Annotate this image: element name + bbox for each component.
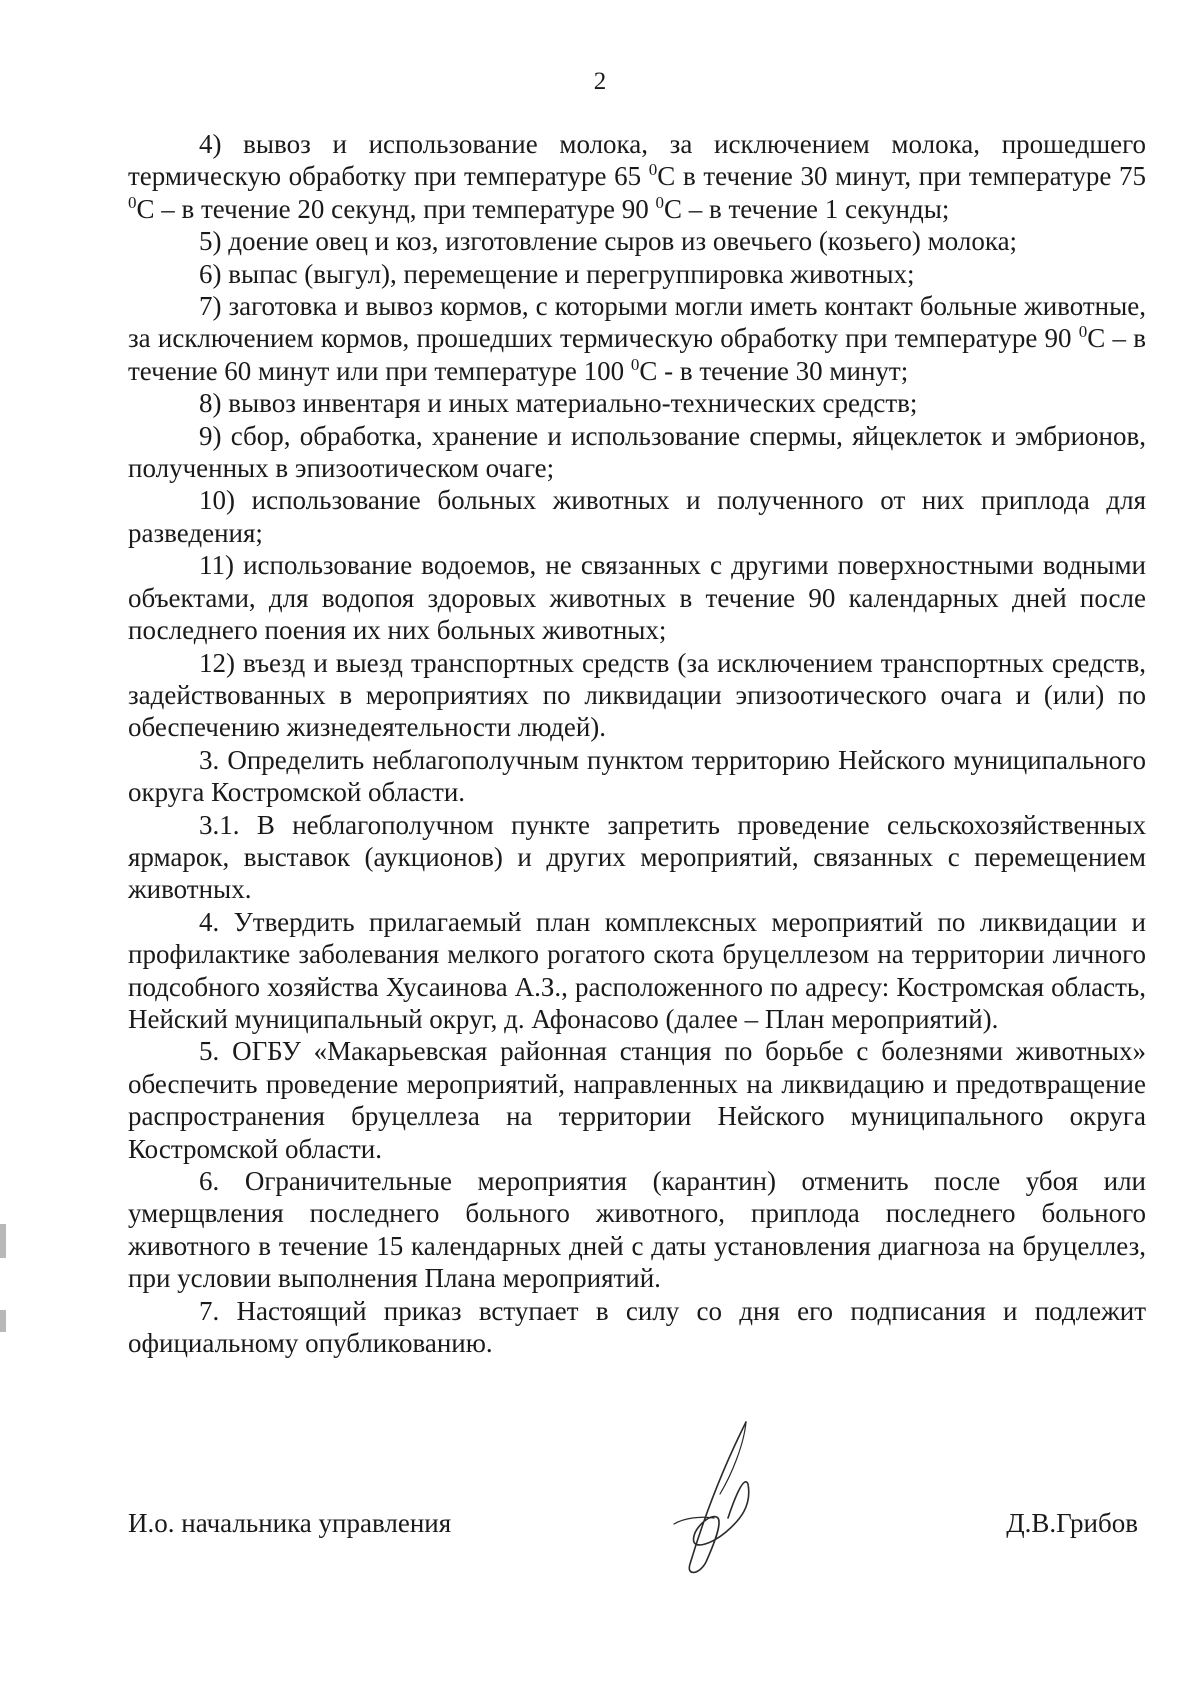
paragraph: [128, 225, 1146, 257]
paragraph: [128, 128, 1146, 225]
paragraph: [128, 1165, 1146, 1295]
paragraph-text: 10) использование больных животных и полученного от них приплода для разведения;: [128, 485, 1146, 548]
scan-edge-mark: [0, 1224, 6, 1258]
paragraph: [128, 1295, 1146, 1360]
paragraph: [128, 1035, 1146, 1165]
paragraph-text: 8) вывоз инвентаря и иных материально-технических средств;: [199, 388, 918, 419]
paragraph-text: 4) вывоз и использование молока, за исключением молока, прошедшего термическую обработку при температуре 65: [128, 129, 1146, 192]
paragraph: [128, 258, 1146, 290]
paragraph-text: 6. Ограничительные мероприятия (карантин) отменить после убоя или умерщвления последнего больного животного, приплода последнего больного животного в течение 15 календарных дней с даты установления диагноза на бруцеллез, при условии выполнения Плана мероприятий.: [128, 1166, 1146, 1294]
paragraph: [128, 484, 1146, 549]
paragraph: [128, 549, 1146, 646]
paragraph: [128, 906, 1146, 1036]
paragraph-text: С в течение 30 минут, при температуре 75: [657, 161, 1147, 192]
degree-superscript: 0: [655, 192, 664, 212]
paragraph: [128, 387, 1146, 419]
signatory-name: Д.В.Грибов: [1006, 1508, 1138, 1538]
degree-superscript: 0: [128, 192, 137, 212]
order-body-text: [128, 128, 1146, 1359]
paragraph-text: С – в течение 20 секунд, при температуре 90: [136, 193, 656, 224]
degree-superscript: 0: [1078, 322, 1088, 342]
paragraph: [128, 809, 1146, 906]
paragraph: [128, 420, 1146, 485]
handwritten-signature: [660, 1414, 780, 1584]
paragraph-text: 4. Утвердить прилагаемый план комплексных мероприятий по ликвидации и профилактике заболевания мелкого рогатого скота бруцеллезом на территории личного подсобного хозяйства Хусаинова А.З., расположенного по адресу: Костромская область, Нейский муниципальный округ, д. Афонасово (далее – План мероприятий).: [128, 906, 1146, 1034]
paragraph-text: С – в течение 1 секунды;: [663, 193, 950, 224]
paragraph-text: С - в течение 30 минут;: [639, 355, 909, 386]
paragraph-text: 9) сбор, обработка, хранение и использование спермы, яйцеклеток и эмбрионов, полученных в эпизоотическом очаге;: [128, 420, 1146, 484]
paragraph-text: 11) использование водоемов, не связанных с другими поверхностными водными объектами, для водопоя здоровых животных в течение 90 календарных дней после последнего поения их них больных животных;: [128, 550, 1146, 646]
paragraph-text: 7. Настоящий приказ вступает в силу со дня его подписания и подлежит официальному опубликованию.: [128, 1295, 1146, 1359]
paragraph-text: 5) доение овец и коз, изготовление сыров из овечьего (козьего) молока;: [199, 226, 1018, 257]
degree-superscript: 0: [648, 160, 658, 180]
paragraph: [128, 647, 1146, 744]
signature-block: [128, 1508, 1146, 1542]
scan-edge-mark: [0, 1310, 6, 1332]
page-number: 2: [593, 68, 607, 95]
signatory-position: И.о. начальника управления: [128, 1508, 452, 1538]
paragraph-text: 3.1. В неблагополучном пункте запретить проведение сельскохозяйственных ярмарок, выставок (аукционов) и других мероприятий, связанных с перемещением животных.: [128, 809, 1146, 905]
paragraph-text: 12) въезд и выезд транспортных средств (за исключением транспортных средств, задействованных в мероприятиях по ликвидации эпизоотического очага и (или) по обеспечению жизнедеятельности людей).: [128, 647, 1146, 743]
paragraph: [128, 290, 1146, 387]
degree-superscript: 0: [630, 354, 640, 374]
paragraph-text: 7) заготовка и вывоз кормов, с которыми могли иметь контакт больные животные, за исключением кормов, прошедших термическую обработку при температуре 90: [128, 291, 1146, 354]
paragraph-text: 5. ОГБУ «Макарьевская районная станция по борьбе с болезнями животных» обеспечить проведение мероприятий, направленных на ликвидацию и предотвращение распространения бруцеллеза на территории Нейского муниципального округа Костромской области.: [128, 1036, 1146, 1164]
paragraph-text: 3. Определить неблагополучным пунктом территорию Нейского муниципального округа Костромской области.: [128, 744, 1146, 808]
paragraph-text: С – в течение 60 минут или при температуре 100: [128, 323, 1146, 386]
paragraph-text: 6) выпас (выгул), перемещение и перегруппировка животных;: [199, 258, 915, 289]
paragraph: [128, 744, 1146, 809]
